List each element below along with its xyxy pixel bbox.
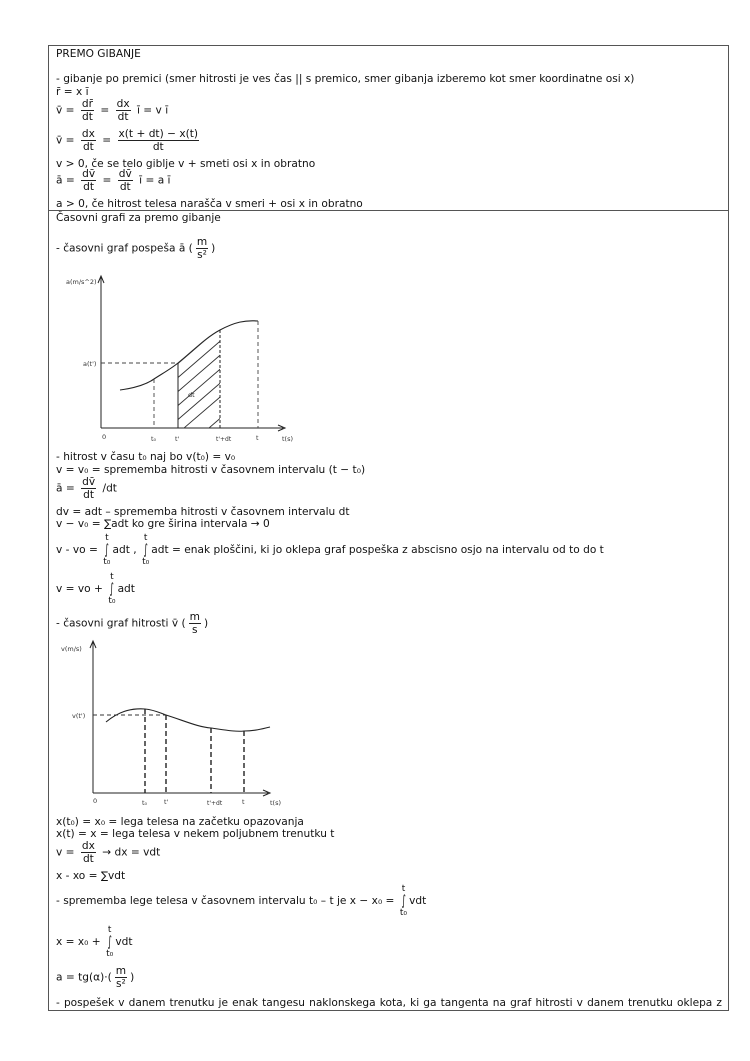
y-marker-label: a(t') xyxy=(83,360,97,368)
fraction: $\frac{dx}{dt}$ xyxy=(116,98,130,123)
fraction: $\frac{dv̄}{dt}$ xyxy=(82,168,96,193)
section-title: PREMO GIBANJE xyxy=(56,48,141,60)
sum-line: v − v₀ = ∑adt ko gre širina intervala → 0 xyxy=(56,518,270,530)
x-axis-label: t(s) xyxy=(270,799,282,807)
x-tick-t: t xyxy=(242,798,245,806)
accel-graph-heading: - časovni graf pospeša ā ( $\frac{m}{\text{s²}}$ ) xyxy=(56,236,216,261)
origin-label: 0 xyxy=(102,433,107,441)
area-label: dt xyxy=(188,391,195,399)
equation-a-frac: ā = $\frac{dv̄}{dt}$ /dt xyxy=(56,476,117,501)
velocity-change-line: v = v₀ = sprememba hitrosti v časovnem intervalu (t − t₀) xyxy=(56,464,366,476)
equation-r: r̄ = x ī xyxy=(56,86,89,98)
fraction: $\frac{x(t + dt) - x(t)}{dt}$ xyxy=(118,128,199,153)
sum-x-line: x - xo = ∑vdt xyxy=(56,870,126,882)
integral: t ∫ t₀ xyxy=(103,533,111,567)
final-line: - pospešek v danem trenutku je enak tangesu naklonskega kota, ki ga tangenta na graf hitrosti v danem trenutku oklepa z xyxy=(56,997,722,1009)
x-tick-tprime: t' xyxy=(175,435,180,443)
equation-x: x = x₀ + t ∫ t₀ vdt xyxy=(56,925,133,959)
y-axis-label: v(m/s) xyxy=(61,645,82,653)
intro-text: - gibanje po premici (smer hitrosti je ves čas || s premico, smer gibanja izberemo kot smer koordinatne osi x) xyxy=(56,73,635,85)
equation-v-derivative: v̄ = $\frac{dr̄}{dt}$ = $\frac{dx}{dt}$ ī = v ī xyxy=(56,98,169,123)
x-tick-t: t xyxy=(256,434,259,442)
equation-v-dx: v = $\frac{dx}{dt}$ → dx = vdt xyxy=(56,840,161,865)
x-tick-t0: t₀ xyxy=(151,435,157,443)
integral: t ∫ t₀ xyxy=(399,884,408,918)
x-axis-label: t(s) xyxy=(282,435,294,443)
section-title: Časovni grafi za premo gibanje xyxy=(56,212,221,224)
integral: t ∫ t₀ xyxy=(106,925,114,959)
note-acceleration-sign: a > 0, če hitrost telesa narašča v smeri + osi x in obratno xyxy=(56,198,363,210)
acceleration-time-graph xyxy=(55,270,315,450)
equation-integral-1: v - vo = t ∫ t₀ adt , t ∫ t₀ adt = enak ploščini, ki jo oklepa graf pospeška z abscisno osjo na intervalu od to do t xyxy=(56,533,604,567)
equation-integral-2: v = vo + t ∫ t₀ adt xyxy=(56,572,135,606)
y-axis-label: a(m/s^2) xyxy=(66,278,97,286)
fraction: $\frac{dv̄}{dt}$ xyxy=(82,476,96,501)
origin-label: 0 xyxy=(93,797,98,805)
position-initial-line: x(t₀) = x₀ = lega telesa na začetku opazovanja xyxy=(56,816,304,828)
velocity-graph-heading: - časovni graf hitrosti v̄ ( $\frac{m}{s}$ ) xyxy=(56,611,209,636)
fraction: $\frac{m}{s}$ xyxy=(189,611,200,636)
fraction: $\frac{dx}{dt}$ xyxy=(81,128,95,153)
fraction: $\frac{dx}{dt}$ xyxy=(81,840,95,865)
velocity-time-graph xyxy=(50,635,310,815)
fraction: $\frac{dv̄}{dt}$ xyxy=(118,168,132,193)
fraction: $\frac{m}{\text{s²}}$ xyxy=(196,236,208,261)
equation-v-difference: v̄ = $\frac{dx}{dt}$ = $\frac{x(t + dt) - x(t)}{dt}$ xyxy=(56,128,199,153)
dv-line: dv = adt – sprememba hitrosti v časovnem intervalu dt xyxy=(56,506,350,518)
fraction: $\frac{m}{\text{s²}}$ xyxy=(115,965,127,990)
position-any-line: x(t) = x = lega telesa v nekem poljubnem trenutku t xyxy=(56,828,335,840)
velocity-initial-line: - hitrost v času t₀ naj bo v(t₀) = v₀ xyxy=(56,451,236,463)
y-marker-label: v(t') xyxy=(72,712,86,720)
integral: t ∫ t₀ xyxy=(108,572,116,606)
note-velocity-sign: v > 0, če se telo giblje v + smeti osi x in obratno xyxy=(56,158,316,170)
x-tick-t0: t₀ xyxy=(142,799,148,807)
x-tick-tprime-dt: t'+dt xyxy=(216,436,232,443)
equation-tangent: a = tg(α)·( $\frac{m}{\text{s²}}$ ) xyxy=(56,965,135,990)
equation-a-derivative: ā = $\frac{dv̄}{dt}$ = $\frac{dv̄}{dt}$ ī = a ī xyxy=(56,168,171,193)
x-tick-tprime-dt: t'+dt xyxy=(207,800,223,807)
integral: t ∫ t₀ xyxy=(142,533,150,567)
fraction: $\frac{dr̄}{dt}$ xyxy=(81,98,93,123)
equation-position-change: - sprememba lege telesa v časovnem intervalu t₀ – t je x − x₀ = t ∫ t₀ vdt xyxy=(56,884,427,918)
x-tick-tprime: t' xyxy=(164,798,169,806)
